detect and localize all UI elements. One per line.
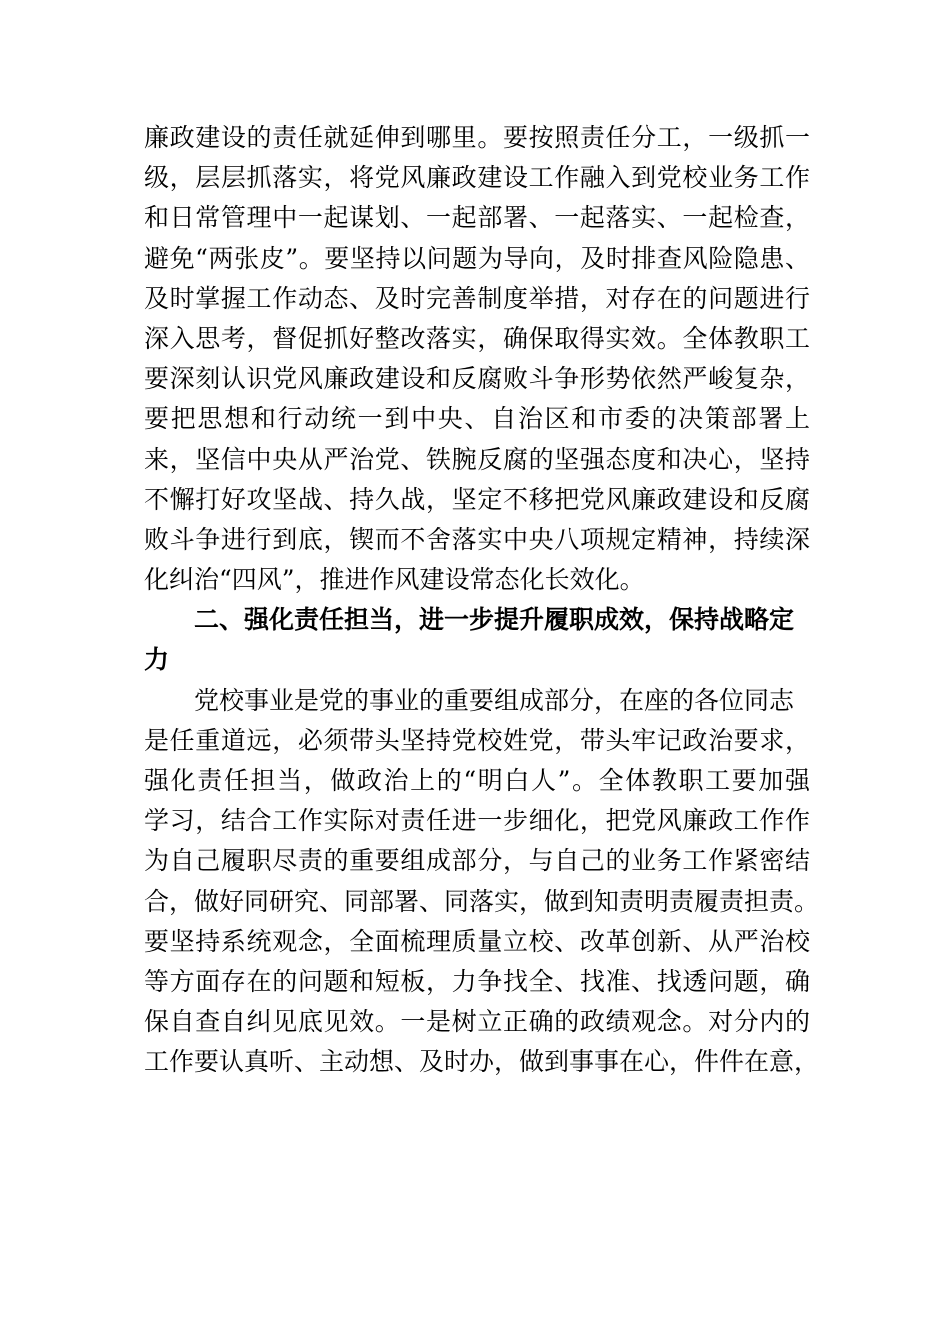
text-line: 避免“两张皮”。要坚持以问题为导向，及时排查风险隐患、	[144, 243, 810, 273]
text-line: 保自查自纠见底见效。一是树立正确的政绩观念。对分内的	[144, 1007, 810, 1037]
text-line: 及时掌握工作动态、及时完善制度举措，对存在的问题进行	[144, 283, 810, 313]
text-line: 败斗争进行到底，锲而不舍落实中央八项规定精神，持续深	[144, 524, 810, 554]
text-line: 要坚持系统观念，全面梳理质量立校、改革创新、从严治校	[144, 926, 810, 956]
text-line: 合，做好同研究、同部署、同落实，做到知责明责履责担责。	[144, 886, 820, 916]
text-line: 要深刻认识党风廉政建设和反腐败斗争形势依然严峻复杂，	[144, 364, 810, 394]
text-line: 工作要认真听、主动想、及时办，做到事事在心，件件在意，	[144, 1047, 820, 1077]
text-line: 化纠治“四风”，推进作风建设常态化长效化。	[144, 565, 645, 595]
document-page	[144, 118, 820, 1083]
text-line: 深入思考，督促抓好整改落实，确保取得实效。全体教职工	[144, 323, 810, 353]
paragraph-1	[144, 118, 810, 600]
text-line: 要把思想和行动统一到中央、自治区和市委的决策部署上	[144, 404, 810, 434]
text-line: 党校事业是党的事业的重要组成部分，在座的各位同志	[194, 685, 795, 715]
heading-line: 二、强化责任担当，进一步提升履职成效，保持战略定	[194, 605, 795, 635]
section-heading	[144, 600, 810, 680]
text-line: 学习，结合工作实际对责任进一步细化，把党风廉政工作作	[144, 806, 810, 836]
text-line: 等方面存在的问题和短板，力争找全、找准、找透问题，确	[144, 966, 810, 996]
text-line: 廉政建设的责任就延伸到哪里。要按照责任分工，一级抓一	[144, 123, 810, 152]
heading-line: 力	[144, 645, 170, 675]
text-line: 和日常管理中一起谋划、一起部署、一起落实、一起检查，	[144, 203, 810, 233]
text-line: 级，层层抓落实，将党风廉政建设工作融入到党校业务工作	[144, 163, 810, 193]
text-line: 不懈打好攻坚战、持久战，坚定不移把党风廉政建设和反腐	[144, 484, 810, 514]
text-line: 来，坚信中央从严治党、铁腕反腐的坚强态度和决心，坚持	[144, 444, 810, 474]
text-line: 为自己履职尽责的重要组成部分，与自己的业务工作紧密结	[144, 846, 810, 876]
paragraph-2	[144, 681, 820, 1083]
text-line: 是任重道远，必须带头坚持党校姓党，带头牢记政治要求，	[144, 725, 810, 755]
text-line: 强化责任担当，做政治上的“明白人”。全体教职工要加强	[144, 766, 810, 795]
